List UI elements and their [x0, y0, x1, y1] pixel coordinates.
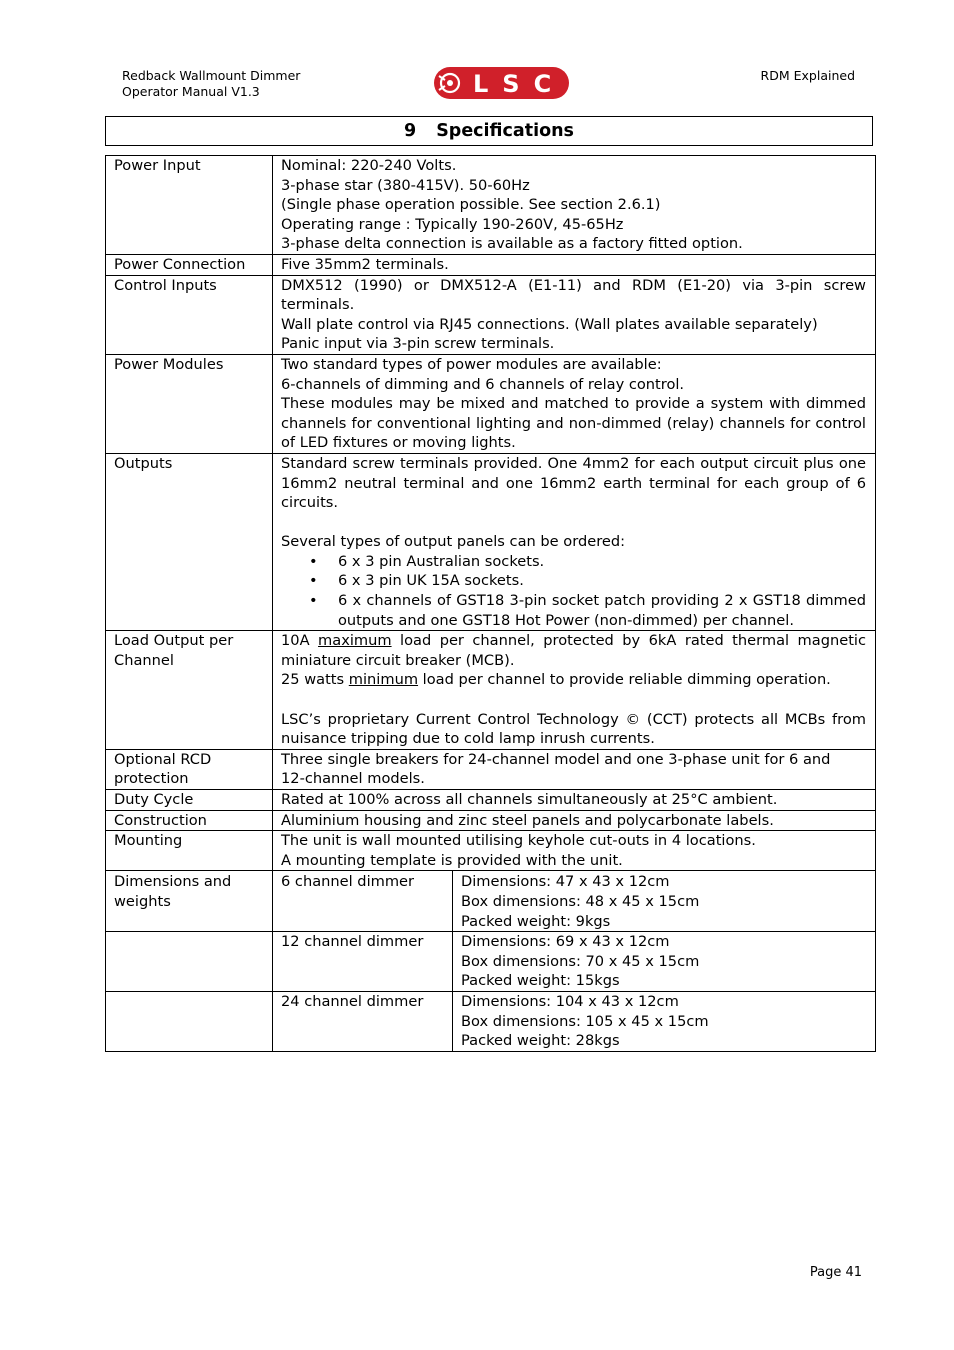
- spec-line: Packed weight: 15kgs: [461, 972, 620, 990]
- table-row: [106, 254, 876, 275]
- spec-paragraph: 6-channels of dimming and 6 channels of relay control.: [281, 375, 685, 393]
- spec-value: [273, 156, 876, 255]
- spec-line: Packed weight: 9kgs: [461, 912, 611, 930]
- list-item: • 6 x 3 pin Australian sockets.: [338, 552, 866, 572]
- spec-value: [273, 749, 876, 789]
- model-specs: [453, 871, 876, 932]
- spec-label-empty: [106, 991, 273, 1051]
- spec-label: Duty Cycle: [106, 790, 273, 811]
- header-manual-version: Operator Manual V1.3: [122, 83, 260, 99]
- page-number: Page 41: [809, 1265, 862, 1280]
- table-row: [106, 871, 876, 932]
- spec-paragraph: 12-channel models.: [281, 770, 425, 788]
- spec-label: Construction: [106, 810, 273, 831]
- spec-label: Load Output per Channel: [106, 631, 273, 750]
- spec-line: Operating range : Typically 190-260V, 45-65Hz: [281, 215, 624, 233]
- spec-line: 3-phase star (380-415V). 50-60Hz: [281, 176, 530, 194]
- header-product-title: Redback Wallmount Dimmer: [122, 68, 301, 83]
- spec-value: Five 35mm2 terminals.: [273, 254, 876, 275]
- spec-line: (Single phase operation possible. See section 2.6.1): [281, 196, 661, 214]
- spec-label: Power Connection: [106, 254, 273, 275]
- spec-value: [273, 831, 876, 871]
- table-row: [106, 631, 876, 750]
- spec-label: Outputs: [106, 453, 273, 630]
- spec-label: Optional RCD protection: [106, 749, 273, 789]
- spec-value: [273, 453, 876, 630]
- spec-label: Control Inputs: [106, 275, 273, 354]
- spec-paragraph: 25 watts minimum load per channel to provide reliable dimming operation.: [281, 671, 831, 689]
- table-row: [106, 275, 876, 354]
- output-panel-list: [281, 552, 866, 630]
- table-row: [106, 991, 876, 1051]
- spec-paragraph: Panic input via 3-pin screw terminals.: [281, 335, 555, 353]
- table-row: [106, 831, 876, 871]
- spec-paragraph: Standard screw terminals provided. One 4mm2 for each output circuit plus one 16mm2 neutral terminal and one 16mm2 earth terminal for each group of 6 circuits.: [281, 454, 866, 512]
- model-name: 12 channel dimmer: [273, 932, 453, 992]
- model-name: 6 channel dimmer: [273, 871, 453, 932]
- spec-value: [273, 275, 876, 354]
- table-row: [106, 810, 876, 831]
- spec-label: Dimensions and weights: [106, 871, 273, 932]
- spec-paragraph: Two standard types of power modules are available:: [281, 355, 662, 373]
- table-row: [106, 453, 876, 630]
- spec-paragraph: 10A maximum load per channel, protected by 6kA rated thermal magnetic miniature circuit breaker (MCB).: [281, 632, 867, 669]
- spec-label: Power Input: [106, 156, 273, 255]
- spec-paragraph: Several types of output panels can be ordered:: [281, 533, 626, 551]
- table-row: [106, 156, 876, 255]
- model-specs: [453, 991, 876, 1051]
- table-row: [106, 749, 876, 789]
- spec-paragraph: LSC’s proprietary Current Control Technology © (CCT) protects all MCBs from nuisance tripping due to cold lamp inrush currents.: [281, 710, 866, 748]
- section-number: 9: [404, 121, 417, 141]
- header-section-name: RDM Explained: [760, 68, 855, 83]
- spec-line: Dimensions: 104 x 43 x 12cm: [461, 992, 679, 1010]
- model-name: 24 channel dimmer: [273, 991, 453, 1051]
- list-item: • 6 x 3 pin UK 15A sockets.: [338, 571, 866, 591]
- lsc-logo: [433, 66, 570, 100]
- spec-line: Dimensions: 47 x 43 x 12cm: [461, 873, 670, 891]
- spec-paragraph: Wall plate control via RJ45 connections. (Wall plates available separately): [281, 315, 818, 333]
- specifications-table: [105, 155, 876, 1052]
- emphasis-minimum: minimum: [348, 671, 419, 689]
- spec-value: [273, 354, 876, 453]
- spec-paragraph: The unit is wall mounted utilising keyhole cut-outs in 4 locations.: [281, 832, 756, 850]
- section-title-text: Specifications: [436, 121, 574, 141]
- emphasis-maximum: maximum: [318, 632, 392, 650]
- spec-paragraph: A mounting template is provided with the unit.: [281, 851, 623, 869]
- table-row: [106, 932, 876, 992]
- spec-value: Aluminium housing and zinc steel panels and polycarbonate labels.: [273, 810, 876, 831]
- spec-line: Dimensions: 69 x 43 x 12cm: [461, 933, 670, 951]
- spec-line: Packed weight: 28kgs: [461, 1032, 620, 1050]
- spec-paragraph: Three single breakers for 24-channel model and one 3-phase unit for 6 and: [281, 750, 831, 768]
- spec-paragraph: DMX512 (1990) or DMX512-A (E1-11) and RDM (E1-20) via 3-pin screw terminals.: [281, 276, 866, 314]
- spec-label: Mounting: [106, 831, 273, 871]
- spec-line: Box dimensions: 105 x 45 x 15cm: [461, 1012, 709, 1030]
- list-item: • 6 x channels of GST18 3-pin socket patch providing 2 x GST18 dimmed outputs and one GST18 Hot Power (non-dimmed) per channel.: [338, 591, 866, 630]
- spec-line: 3-phase delta connection is available as a factory fitted option.: [281, 235, 743, 253]
- spec-line: Box dimensions: 70 x 45 x 15cm: [461, 952, 700, 970]
- spec-value: Rated at 100% across all channels simultaneously at 25°C ambient.: [273, 790, 876, 811]
- model-specs: [453, 932, 876, 992]
- spec-line: Nominal: 220-240 Volts.: [281, 157, 457, 174]
- header-doc-info: [122, 68, 300, 99]
- spec-label: Power Modules: [106, 354, 273, 453]
- spec-value: [273, 631, 876, 750]
- table-row: [106, 790, 876, 811]
- spec-label-empty: [106, 932, 273, 992]
- spec-paragraph: These modules may be mixed and matched to provide a system with dimmed channels for conventional lighting and non-dimmed (relay) channels for control of LED fixtures or moving lights.: [281, 395, 866, 452]
- table-row: [106, 354, 876, 453]
- logo-text: LSC: [473, 70, 566, 98]
- section-heading: [105, 116, 873, 146]
- spec-line: Box dimensions: 48 x 45 x 15cm: [461, 892, 700, 910]
